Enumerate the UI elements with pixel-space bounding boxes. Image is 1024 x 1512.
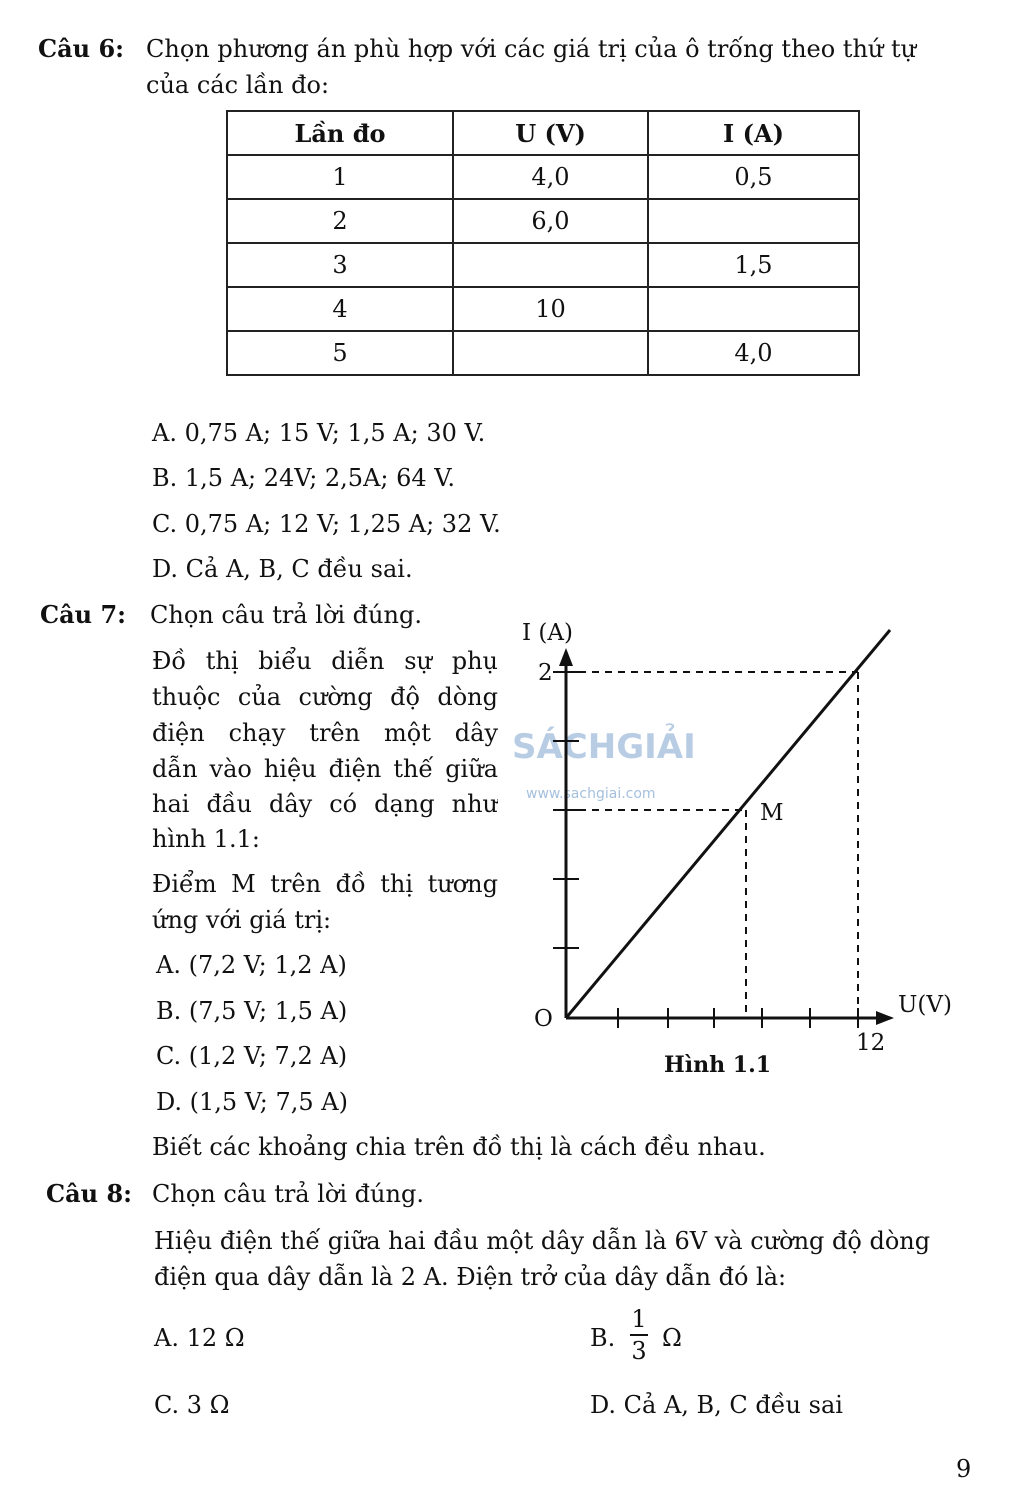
q8-option-b-unit: Ω xyxy=(662,1324,682,1352)
table-header-row xyxy=(227,111,859,155)
table-cell: 3 xyxy=(227,243,453,287)
watermark-url: www.sachgiai.com xyxy=(526,786,656,802)
table-cell: 4,0 xyxy=(648,331,859,375)
point-m-label: M xyxy=(760,800,784,826)
q8-option-c: C. 3 Ω xyxy=(154,1391,230,1419)
fraction-numerator: 1 xyxy=(631,1305,647,1333)
q7-option-b: B. (7,5 V; 1,5 A) xyxy=(156,997,348,1025)
table-cell: 4,0 xyxy=(453,155,648,199)
header-current: I (A) xyxy=(648,111,859,155)
q7-body-line: Đồ thị biểu diễn sự phụ xyxy=(152,647,498,675)
table-cell: 6,0 xyxy=(453,199,648,243)
header-voltage: U (V) xyxy=(453,111,648,155)
y-axis-arrow xyxy=(559,648,573,666)
table-row xyxy=(227,199,859,243)
q6-option-c: C. 0,75 A; 12 V; 1,25 A; 32 V. xyxy=(152,510,501,538)
q7-question-line: Điểm M trên đồ thị tương xyxy=(152,870,498,898)
measurement-table xyxy=(226,110,860,376)
table-row xyxy=(227,243,859,287)
figure-1-1 xyxy=(500,610,970,1085)
table-cell: 1 xyxy=(227,155,453,199)
page-number: 9 xyxy=(956,1455,972,1483)
q6-option-a: A. 0,75 A; 15 V; 1,5 A; 30 V. xyxy=(152,419,486,447)
header-measurement: Lần đo xyxy=(227,111,453,155)
table-cell: 1,5 xyxy=(648,243,859,287)
q7-label: Câu 7: xyxy=(40,600,127,629)
table-cell xyxy=(453,243,648,287)
table-cell xyxy=(648,199,859,243)
figure-caption: Hình 1.1 xyxy=(664,1052,772,1078)
q7-body-line: điện chạy trên một dây xyxy=(152,719,498,747)
y-axis-label: I (A) xyxy=(522,620,573,646)
q7-intro: Chọn câu trả lời đúng. xyxy=(150,601,422,629)
table-cell: 2 xyxy=(227,199,453,243)
q8-intro: Chọn câu trả lời đúng. xyxy=(152,1180,424,1208)
x-axis-arrow xyxy=(876,1011,894,1025)
x-tick-label: 12 xyxy=(856,1030,886,1056)
table-row xyxy=(227,331,859,375)
fraction-denominator: 3 xyxy=(631,1337,647,1365)
table-cell: 0,5 xyxy=(648,155,859,199)
q6-text-line1: Chọn phương án phù hợp với các giá trị của ô trống theo thứ tự xyxy=(146,35,917,63)
x-axis-label: U(V) xyxy=(898,992,952,1018)
y-tick-label: 2 xyxy=(538,660,553,686)
table-cell: 4 xyxy=(227,287,453,331)
q7-body-line: dẫn vào hiệu điện thế giữa xyxy=(152,755,498,783)
q6-label: Câu 6: xyxy=(38,34,125,63)
watermark-logo: SÁCHGIẢI xyxy=(512,727,696,767)
q6-text-line2: của các lần đo: xyxy=(146,71,330,99)
q7-body-line: hình 1.1: xyxy=(152,825,260,853)
q8-option-a: A. 12 Ω xyxy=(154,1324,245,1352)
q6-option-d: D. Cả A, B, C đều sai. xyxy=(152,555,413,583)
table-row xyxy=(227,287,859,331)
q8-text-line2: điện qua dây dẫn là 2 A. Điện trở của dây dẫn đó là: xyxy=(154,1263,787,1291)
q7-question-line: ứng với giá trị: xyxy=(152,906,332,934)
q8-text-line1: Hiệu điện thế giữa hai đầu một dây dẫn là 6V và cường độ dòng xyxy=(154,1227,931,1255)
q7-option-d: D. (1,5 V; 7,5 A) xyxy=(156,1088,348,1116)
q7-note: Biết các khoảng chia trên đồ thị là cách đều nhau. xyxy=(152,1133,766,1161)
q7-body-line: thuộc của cường độ dòng xyxy=(152,683,498,711)
table-row xyxy=(227,155,859,199)
origin-label: O xyxy=(534,1006,553,1032)
graph-line xyxy=(566,630,890,1018)
q7-option-a: A. (7,2 V; 1,2 A) xyxy=(156,951,347,979)
q8-label: Câu 8: xyxy=(46,1179,133,1208)
q8-option-b-fraction xyxy=(630,1306,648,1364)
q8-option-d: D. Cả A, B, C đều sai xyxy=(590,1391,843,1419)
table-cell xyxy=(453,331,648,375)
q8-option-b-prefix: B. xyxy=(590,1324,616,1352)
q7-option-c: C. (1,2 V; 7,2 A) xyxy=(156,1042,348,1070)
table-cell xyxy=(648,287,859,331)
table-cell: 5 xyxy=(227,331,453,375)
fraction-bar xyxy=(630,1334,648,1336)
q7-body-line: hai đầu dây có dạng như xyxy=(152,790,498,818)
q6-option-b: B. 1,5 A; 24V; 2,5A; 64 V. xyxy=(152,464,456,492)
table-cell: 10 xyxy=(453,287,648,331)
